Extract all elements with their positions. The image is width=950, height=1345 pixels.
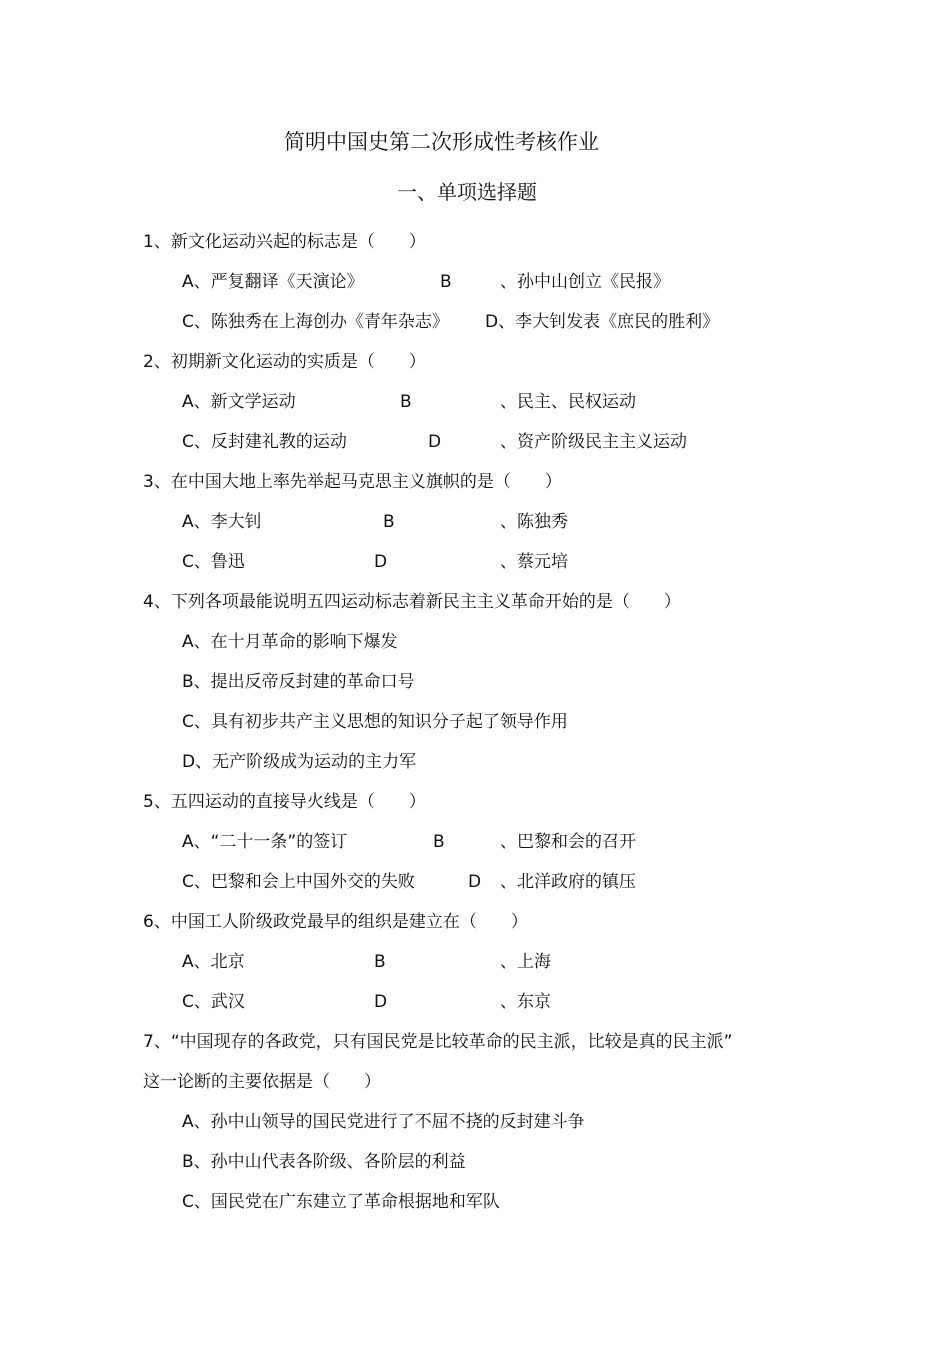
question-5-option-b: 、巴黎和会的召开 (500, 832, 636, 852)
question-6-option-d: 、东京 (500, 992, 551, 1012)
question-4-option-a: A、在十月革命的影响下爆发 (182, 632, 398, 652)
question-6-option-b: 、上海 (500, 952, 551, 972)
question-6-option-b-letter: B (374, 952, 386, 972)
question-3-option-b: 、陈独秀 (500, 512, 568, 532)
question-4-option-c: C、具有初步共产主义思想的知识分子起了领导作用 (182, 712, 568, 732)
question-3-option-c: C、鲁迅 (182, 552, 245, 572)
document-title: 简明中国史第二次形成性考核作业 (284, 130, 599, 154)
question-5-option-c: C、巴黎和会上中国外交的失败 (182, 872, 415, 892)
question-3-option-d: 、蔡元培 (500, 552, 568, 572)
question-3-option-a: A、李大钊 (182, 512, 262, 532)
question-1-option-b: 、孙中山创立《民报》 (500, 272, 670, 292)
question-7-option-a: A、孙中山领导的国民党进行了不屈不挠的反封建斗争 (182, 1112, 585, 1132)
question-5-option-d: 、北洋政府的镇压 (500, 872, 636, 892)
section-heading: 一、单项选择题 (397, 180, 537, 204)
question-1-option-b-letter: B (440, 272, 452, 292)
question-6-option-c: C、武汉 (182, 992, 245, 1012)
question-2-option-c: C、反封建礼教的运动 (182, 432, 347, 452)
question-1-option-c: C、陈独秀在上海创办《青年杂志》 (182, 312, 449, 332)
question-2-option-a: A、新文学运动 (182, 392, 296, 412)
question-1-option-d: D、李大钊发表《庶民的胜利》 (485, 312, 720, 332)
question-3-option-d-letter: D (374, 552, 388, 572)
question-5-option-b-letter: B (433, 832, 445, 852)
question-6-option-d-letter: D (374, 992, 388, 1012)
question-7-stem: 7、“中国现存的各政党，只有国民党是比较革命的民主派，比较是真的民主派” (143, 1032, 733, 1052)
question-4-option-d: D、无产阶级成为运动的主力军 (182, 752, 417, 772)
question-5-stem: 5、五四运动的直接导火线是（ ） (143, 792, 426, 812)
question-2-stem: 2、初期新文化运动的实质是（ ） (143, 352, 426, 372)
question-2-option-d: 、资产阶级民主主义运动 (500, 432, 687, 452)
question-3-option-b-letter: B (383, 512, 395, 532)
question-5-option-d-letter: D (468, 872, 482, 892)
question-6-stem: 6、中国工人阶级政党最早的组织是建立在（ ） (143, 912, 528, 932)
question-5-option-a: A、“二十一条”的签订 (182, 832, 348, 852)
question-7-option-c: C、国民党在广东建立了革命根据地和军队 (182, 1192, 500, 1212)
question-1-stem: 1、新文化运动兴起的标志是（ ） (143, 232, 426, 252)
question-7-stem-continued: 这一论断的主要依据是（ ） (143, 1072, 381, 1092)
question-2-option-d-letter: D (428, 432, 442, 452)
question-2-option-b: 、民主、民权运动 (500, 392, 636, 412)
question-3-stem: 3、在中国大地上率先举起马克思主义旗帜的是（ ） (143, 472, 562, 492)
question-1-option-a: A、严复翻译《天演论》 (182, 272, 364, 292)
question-2-option-b-letter: B (400, 392, 412, 412)
question-7-option-b: B、孙中山代表各阶级、各阶层的利益 (182, 1152, 466, 1172)
question-6-option-a: A、北京 (182, 952, 245, 972)
question-4-option-b: B、提出反帝反封建的革命口号 (182, 672, 415, 692)
question-4-stem: 4、下列各项最能说明五四运动标志着新民主主义革命开始的是（ ） (143, 592, 681, 612)
